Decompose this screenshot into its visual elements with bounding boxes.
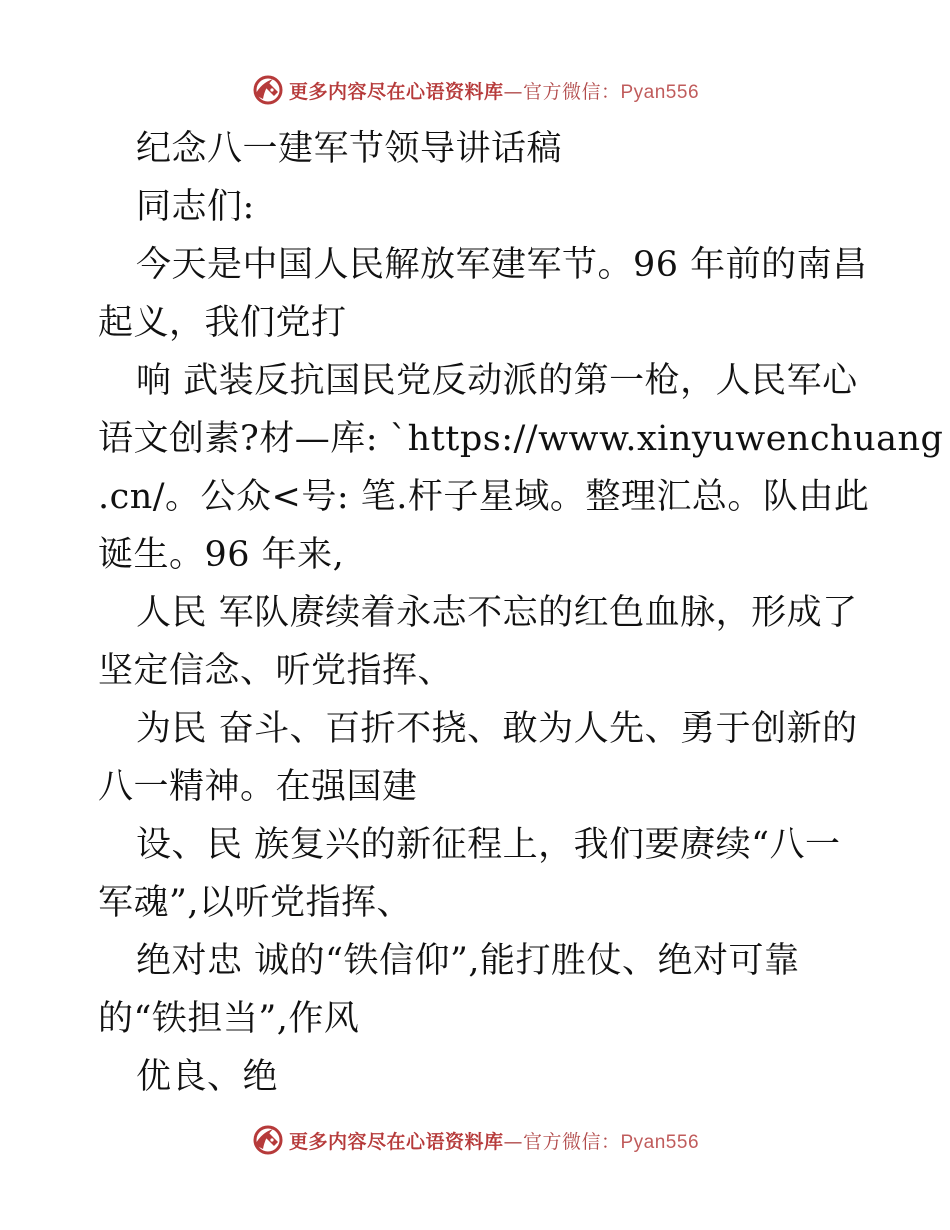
watermark-site-text: 更多内容尽在心语资料库 <box>288 80 504 103</box>
paragraph-line: 响 武装反抗国民党反动派的第一枪，人民军心 <box>136 361 858 401</box>
paragraph-line: 语文创素?材—库: `https://www.xinyuwenchuang <box>98 419 944 459</box>
paragraph-line: 坚定信念、听党指挥、 <box>98 651 454 691</box>
watermark-wechat-id: Pyan556 <box>620 81 700 103</box>
watermark-text <box>289 77 699 104</box>
paragraph-line: 绝对忠 诚的“铁信仰”,能打胜仗、绝对可靠 <box>136 941 800 981</box>
watermark-separator: — <box>503 80 523 103</box>
watermark-separator: — <box>503 1130 523 1153</box>
paragraph-line: 优良、绝 <box>136 1057 279 1097</box>
pen-nib-circle-icon <box>251 73 285 107</box>
paragraph-line: 的“铁担当”,作风 <box>98 999 360 1039</box>
watermark-wechat-text: 官方微信： <box>522 1130 621 1153</box>
paragraph-line: 今天是中国人民解放军建军节。96 年前的南昌 <box>136 245 868 285</box>
footer-watermark <box>0 1120 950 1160</box>
paragraph-line: 军魂”,以听党指挥、 <box>98 883 413 923</box>
salutation-line: 同志们: <box>136 187 255 227</box>
pen-nib-circle-icon <box>251 1123 285 1157</box>
paragraph-line: 人民 军队赓续着永志不忘的红色血脉，形成了 <box>136 593 858 633</box>
watermark-wechat-text: 官方微信： <box>522 80 621 103</box>
paragraph-line: 八一精神。在强国建 <box>98 767 418 807</box>
header-watermark <box>0 70 950 110</box>
paragraph-line: 设、民 族复兴的新征程上，我们要赓续“八一 <box>136 825 841 865</box>
document-body <box>98 120 944 1106</box>
paragraph-line: .cn/。公众<号: 笔.杆子星域。整理汇总。队由此 <box>98 477 870 517</box>
watermark-wechat-id: Pyan556 <box>620 1131 700 1153</box>
watermark-site-text: 更多内容尽在心语资料库 <box>288 1130 504 1153</box>
paragraph-line: 起义，我们党打 <box>98 303 347 343</box>
document-title: 纪念八一建军节领导讲话稿 <box>136 129 563 169</box>
paragraph-line: 诞生。96 年来, <box>98 535 345 575</box>
watermark-text <box>289 1127 699 1154</box>
paragraph-line: 为民 奋斗、百折不挠、敢为人先、勇于创新的 <box>136 709 858 749</box>
